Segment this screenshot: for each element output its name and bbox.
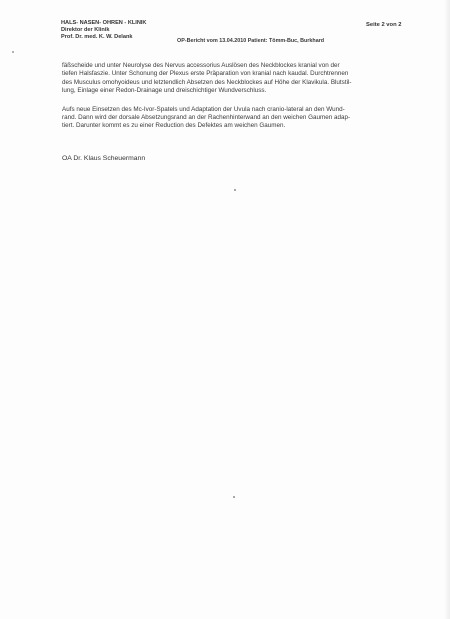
- text-line: tiert. Darunter kommt es zu einer Reduction des Defektes am weichen Gaumen.: [62, 122, 286, 130]
- text-line: tiefen Halsfaszie. Unter Schonung der Plexus erste Präparation von kranial nach kaudal. Durchtrennen: [62, 70, 349, 78]
- scan-speck: [234, 189, 236, 191]
- scan-speck: [12, 51, 14, 53]
- text-line: fäßscheide und unter Neurolyse des Nervus accessorius Auslösen des Neckblockes kranial von der: [62, 62, 340, 69]
- text-line: Aufs neue Einsetzen des Mc-Ivor-Spatels und Adaptation der Uvula nach cranio-lateral an den Wund-: [62, 105, 345, 113]
- signature-line: OA Dr. Klaus Scheuermann: [62, 155, 146, 162]
- page-number: Seite 2 von 2: [366, 22, 402, 28]
- op-report-line: OP-Bericht vom 13.04.2010 Patient: Tömm-Buc, Burkhard: [177, 38, 325, 44]
- paragraph-1: [62, 62, 397, 96]
- text-line: rand. Dann wird der dorsale Absetzungsrand an der Rachenhinterwand an den weichen Gaumen adap-: [62, 114, 351, 122]
- scan-speck: [233, 496, 235, 498]
- report-body: [62, 62, 397, 141]
- clinic-director-name: Prof. Dr. med. K. W. Delank: [61, 34, 133, 40]
- text-line: des Musculus omohyoideus und letztendlich Absetzen des Neckblockes auf Höhe der Klavikula. Blutstil-: [62, 78, 352, 86]
- clinic-header: [61, 20, 146, 41]
- paragraph-2: [62, 106, 397, 131]
- text-line: lung, Einlage einer Redon-Drainage und dreischichtiger Wundverschluss.: [62, 87, 267, 95]
- clinic-name: HALS- NASEN- OHREN - KLINIK: [61, 20, 147, 26]
- clinic-director-label: Direktor der Klinik: [61, 27, 110, 33]
